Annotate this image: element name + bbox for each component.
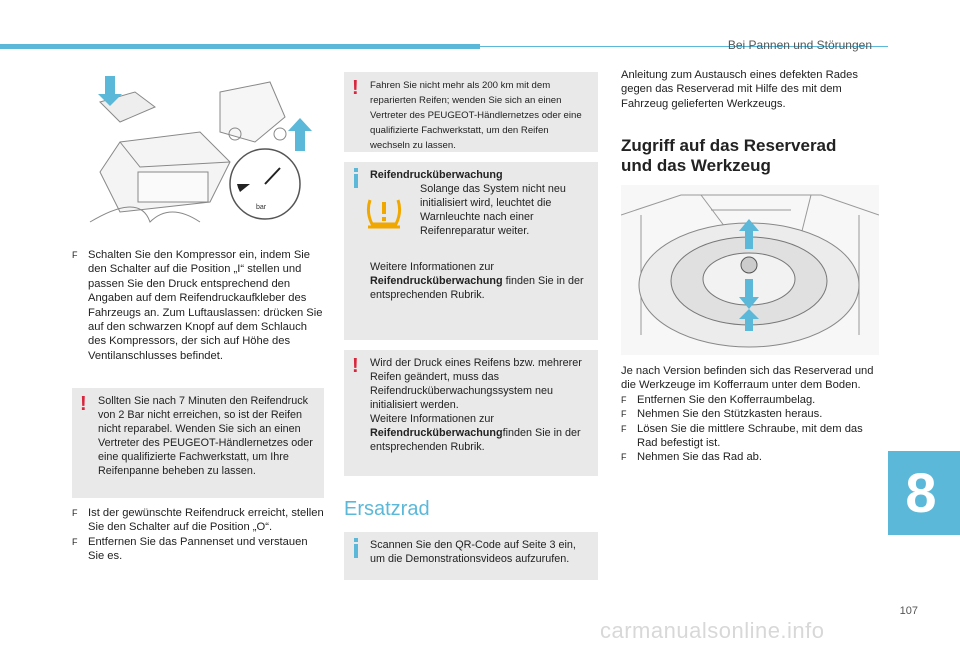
warning-more-bold: Reifendrucküberwachung [370, 427, 503, 439]
bullet-text: Schalten Sie den Kompressor ein, indem Sie den Schalter auf die Position „I“ stellen und passen Sie den Druck entsprechend den Angaben auf dem Reifendruckaufkleber des Fahrzeugs an. Zum Luftauslassen: drücken Sie auf den schwarzen Knopf auf dem Schlauch des Kompressors, der sich auf Höhe des Ventilanschlusses befindet. [88, 249, 323, 362]
info-more-prefix: Weitere Informationen zur [370, 261, 495, 273]
page-section-title: Bei Pannen und Störungen [727, 38, 872, 52]
left-bullets-bottom: F Ist der gewünschte Reifendruck erreicht, stellen Sie den Schalter auf die Position „O“. F Entfernen Sie das Pannenset und verstauen Sie es. [72, 507, 324, 563]
bullet-text: Ist der gewünschte Reifendruck erreicht, stellen Sie den Schalter auf die Position „O“. [88, 507, 324, 534]
warning-box-reinit [344, 350, 598, 476]
info-text: Solange das System nicht neu initialisiert wird, leuchtet die Warnleuchte nach einer Reifenreparatur weiter. [420, 183, 566, 237]
warning-more-prefix: Weitere Informationen zur [370, 413, 495, 425]
warning-box-pressure [72, 388, 324, 498]
warning-icon: ! [80, 393, 87, 415]
list-item: F Lösen Sie die mittlere Schraube, mit dem das Rad befestigt ist. [621, 422, 863, 450]
gauge-unit-label: bar [256, 204, 267, 211]
info-icon [354, 538, 358, 558]
page-number: 107 [899, 605, 918, 617]
warning-more-suffix: finden Sie in der entsprechenden Rubrik. [370, 427, 581, 453]
warning-text: Wird der Druck eines Reifens bzw. mehrerer Reifen geändert, muss das Reifendrucküberwachungssystem neu initialisiert werden. [370, 357, 582, 411]
info-more-suffix: finden Sie in der entsprechenden Rubrik. [370, 275, 584, 301]
tpms-warning-light-icon [364, 194, 404, 230]
watermark: carmanualsonline.info [600, 618, 825, 643]
left-bullet-1: F Schalten Sie den Kompressor ein, indem Sie den Schalter auf die Position „I“ stellen und passen Sie den Druck entsprechend den Angaben auf dem Reifendruckaufkleber des Fahrzeugs an. Zum Luftauslassen: drücken Sie auf den schwarzen Knopf auf dem Schlauch des Kompressors, der sich auf Höhe des Ventilanschlusses befindet. [72, 249, 323, 362]
warning-icon: ! [352, 355, 359, 377]
bullet-text: Entfernen Sie das Pannenset und verstauen Sie es. [88, 535, 308, 563]
body-text: Je nach Version befinden sich das Reserverad und die Werkzeuge im Kofferraum unter dem Boden. [621, 365, 874, 392]
heading-spare-wheel-access: Zugriff auf das Reserverad und das Werkzeug [621, 136, 837, 175]
right-body [621, 364, 877, 465]
list-item: F Entfernen Sie den Kofferraumbelag. [621, 393, 816, 406]
info-box-tpms [344, 162, 598, 340]
compressor-illustration [80, 72, 320, 232]
chapter-number: 8 [905, 461, 937, 524]
header-accent-bar [0, 44, 480, 49]
info-text: Scannen Sie den QR-Code auf Seite 3 ein, um die Demonstrationsvideos aufzurufen. [370, 539, 576, 565]
info-more-bold: Reifendrucküberwachung [370, 275, 503, 287]
center-bolt-icon [741, 257, 757, 273]
right-intro: Anleitung zum Austausch eines defekten Rades gegen das Reserverad mit Hilfe des mit dem Fahrzeug gelieferten Werkzeugs. [621, 69, 858, 110]
info-box-qr [344, 532, 598, 580]
warning-box-200km [344, 72, 598, 152]
info-icon [354, 168, 358, 188]
section-title-ersatzrad: Ersatzrad [344, 498, 430, 520]
list-item: F Nehmen Sie den Stützkasten heraus. [621, 408, 823, 421]
warning-text: Sollten Sie nach 7 Minuten den Reifendruck von 2 Bar nicht erreichen, so ist der Reifen nicht reparabel. Wenden Sie sich an einen Vertreter des PEUGEOT-Händlernetzes oder eine qualifizierte Fachwerkstatt, um Ihre Reifenpanne beheben zu lassen. [98, 395, 313, 477]
info-title: Reifendrucküberwachung [370, 169, 503, 181]
warning-text: Fahren Sie nicht mehr als 200 km mit dem reparierten Reifen; wenden Sie sich an einen Vertreter des PEUGEOT-Händlernetzes oder eine qualifizierte Fachwerkstatt, um den Reifen wechseln zu lassen. [370, 80, 582, 151]
spare-wheel-illustration [621, 185, 879, 355]
list-item: F Nehmen Sie das Rad ab. [621, 451, 763, 464]
warning-icon: ! [352, 77, 359, 99]
